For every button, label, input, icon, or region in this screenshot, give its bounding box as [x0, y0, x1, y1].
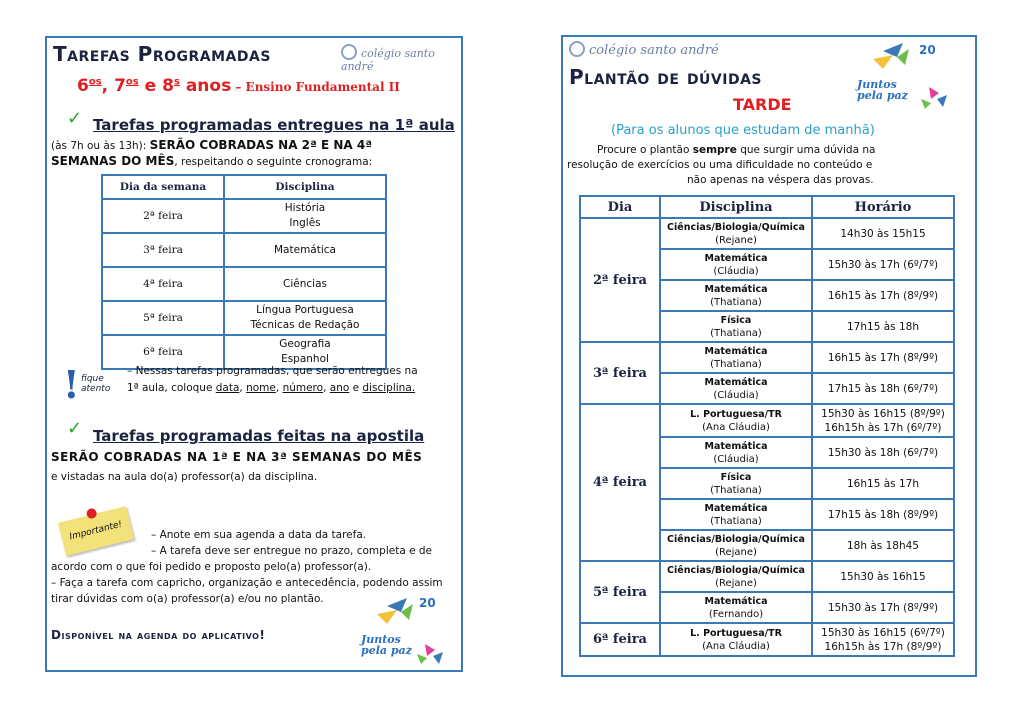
- day-cell: 4ª feira: [580, 404, 660, 561]
- teacher-name: (Thatiana): [710, 296, 762, 308]
- schedule-table: [101, 174, 387, 370]
- juntos-pela-paz-logo-right: [853, 41, 963, 117]
- jpp-line-1: Juntos: [361, 633, 401, 646]
- row-subject: [224, 267, 386, 301]
- time-line-1: 15h30 às 16h15: [840, 570, 926, 583]
- note-2-line-2: – A tarefa deve ser entregue no prazo, completa e de: [151, 545, 433, 557]
- teacher-name: (Ana Cláudia): [702, 640, 770, 652]
- row-subject: [224, 301, 386, 335]
- year-mark: 20: [419, 596, 436, 610]
- discipline-cell: [660, 530, 812, 561]
- time-cell: [812, 218, 954, 249]
- teacher-name: (Thatiana): [710, 358, 762, 370]
- note-2-line-1: – Anote em sua agenda a data da tarefa.: [151, 529, 367, 541]
- time-line-2: 16h15h às 17h (8º/9º): [824, 640, 942, 653]
- right-page: [561, 35, 977, 677]
- discipline-cell: [660, 437, 812, 468]
- day-cell: 5ª feira: [580, 561, 660, 623]
- time-cell: [812, 249, 954, 280]
- intro-1: Procure o plantão sempre que surgir uma dúvida na: [597, 144, 876, 156]
- teacher-name: (Cláudia): [713, 389, 759, 401]
- table-row: [102, 233, 386, 267]
- time-cell: [812, 342, 954, 373]
- fique-text: fique: [81, 374, 104, 384]
- time-cell: [812, 311, 954, 342]
- time-line-1: 14h30 às 15h15: [840, 227, 926, 240]
- teacher-name: (Rejane): [715, 546, 757, 558]
- jpp-line-2: pela paz: [361, 644, 412, 657]
- header-day: Dia da semana: [102, 175, 224, 199]
- day-cell: 6ª feira: [580, 623, 660, 656]
- plantao-row: [580, 561, 954, 592]
- logo-icon-right: [569, 41, 585, 57]
- school-logo-right: [569, 41, 719, 58]
- page-title: Tarefas Programadas: [53, 42, 271, 66]
- fique-atento-icon: ! fique atento: [63, 362, 111, 407]
- plantao-table: [579, 195, 955, 657]
- subject-line-1: Ciências: [283, 277, 327, 290]
- grades-heading: $6^{os}$, $7^{os}$ e 8$^s$ anos – Ensino Fundamental II: [77, 76, 400, 96]
- subject-line-1: Matemática: [274, 243, 336, 256]
- time-line-1: 15h30 às 16h15 (8º/9º): [821, 407, 945, 420]
- jpp-line-1-right: Juntos: [857, 78, 897, 91]
- atento-text: atento: [81, 384, 111, 394]
- plantao-row: [580, 218, 954, 249]
- time-line-2: 16h15h às 17h (6º/7º): [824, 421, 942, 434]
- plantao-row: [580, 342, 954, 373]
- row-subject: [224, 233, 386, 267]
- time-line-1: 17h15 às 18h (8º/9º): [827, 508, 939, 521]
- discipline-name: Matemática: [704, 440, 768, 452]
- time-line-1: 16h15 às 17h (8º/9º): [827, 289, 939, 302]
- jpp-line-2-right: pela paz: [857, 89, 908, 102]
- subject-line-2: Técnicas de Redação: [250, 319, 360, 331]
- importante-text: Importante!: [68, 519, 124, 543]
- time-line-1: 18h às 18h45: [847, 539, 919, 552]
- discipline-cell: [660, 561, 812, 592]
- time-cell: [812, 530, 954, 561]
- discipline-cell: [660, 249, 812, 280]
- section-2-heading: Tarefas programadas feitas na apostila: [93, 427, 425, 445]
- logo-text: colégio santo andré: [341, 47, 435, 73]
- juntos-pela-paz-logo: [357, 594, 457, 670]
- time-cell: [812, 499, 954, 530]
- discipline-cell: [660, 280, 812, 311]
- discipline-cell: [660, 373, 812, 404]
- time-line-1: 17h15 às 18h (6º/7º): [827, 382, 939, 395]
- discipline-cell: [660, 499, 812, 530]
- discipline-cell: [660, 468, 812, 499]
- time-cell: [812, 280, 954, 311]
- time-line-1: 17h15 às 18h: [847, 320, 919, 333]
- subject-line-1: História: [284, 202, 326, 214]
- teacher-name: (Rejane): [715, 234, 757, 246]
- day-cell: 3ª feira: [580, 342, 660, 404]
- teacher-name: (Rejane): [715, 577, 757, 589]
- intro-3: não apenas na véspera das provas.: [687, 174, 874, 186]
- plantao-title: Plantão de dúvidas: [569, 65, 763, 89]
- subject-line-1: Geografia: [279, 338, 331, 350]
- intro-line-1: (às 7h ou às 13h): SERÃO COBRADAS NA 2ª E NA 4ª: [51, 138, 372, 152]
- time-cell: [812, 623, 954, 656]
- time-cell: [812, 373, 954, 404]
- time-line-1: 15h30 às 17h (8º/9º): [827, 601, 939, 614]
- pin-icon: [86, 507, 98, 519]
- time-line-1: 15h30 às 17h (6º/7º): [827, 258, 939, 271]
- discipline-name: Matemática: [704, 502, 768, 514]
- teacher-name: (Fernando): [708, 608, 764, 620]
- row-day: 3ª feira: [102, 233, 224, 267]
- table-row: [102, 199, 386, 233]
- discipline-cell: [660, 342, 812, 373]
- header-disciplina: Disciplina: [660, 196, 812, 218]
- school-logo: [341, 44, 461, 73]
- subject-line-2: Inglês: [289, 217, 321, 229]
- check-icon-2: ✓: [67, 418, 83, 439]
- table-row: [102, 301, 386, 335]
- year-mark-right: 20: [919, 43, 936, 57]
- time-line-1: 16h15 às 17h (8º/9º): [827, 351, 939, 364]
- discipline-name: Ciências/Biologia/Química: [667, 533, 805, 545]
- day-cell: 2ª feira: [580, 218, 660, 342]
- discipline-cell: [660, 311, 812, 342]
- footer-text: Disponível na agenda do aplicativo!: [51, 628, 266, 642]
- time-line-1: 16h15 às 17h: [847, 477, 919, 490]
- row-subject: [224, 199, 386, 233]
- discipline-name: L. Portuguesa/TR: [690, 627, 782, 639]
- tarde-label: TARDE: [733, 95, 792, 114]
- header-horario: Horário: [812, 196, 954, 218]
- subject-line-2: Espanhol: [281, 353, 329, 365]
- discipline-name: L. Portuguesa/TR: [690, 408, 782, 420]
- subject-line-1: Língua Portuguesa: [256, 304, 354, 316]
- discipline-cell: [660, 623, 812, 656]
- table-row: [102, 267, 386, 301]
- header-subject: Disciplina: [224, 175, 386, 199]
- apostila-note: e vistadas na aula do(a) professor(a) da disciplina.: [51, 471, 318, 483]
- discipline-cell: [660, 592, 812, 623]
- discipline-name: Ciências/Biologia/Química: [667, 221, 805, 233]
- note-2-line-3: acordo com o que foi pedido e proposto pelo(a) professor(a).: [51, 561, 372, 573]
- intro-2: resolução de exercícios ou uma dificuldade no conteúdo e: [567, 159, 873, 171]
- teacher-name: (Thatiana): [710, 515, 762, 527]
- subtitle: (Para os alunos que estudam de manhã): [611, 123, 875, 138]
- teacher-name: (Thatiana): [710, 327, 762, 339]
- discipline-name: Ciências/Biologia/Química: [667, 564, 805, 576]
- left-page: [45, 36, 463, 672]
- discipline-name: Física: [720, 314, 752, 326]
- row-day: 2ª feira: [102, 199, 224, 233]
- discipline-name: Matemática: [704, 345, 768, 357]
- teacher-name: (Thatiana): [710, 484, 762, 496]
- discipline-name: Matemática: [704, 595, 768, 607]
- discipline-name: Matemática: [704, 283, 768, 295]
- check-icon: ✓: [67, 108, 83, 129]
- header-dia: Dia: [580, 196, 660, 218]
- note-1-line-1: – Nessas tarefas programadas, que serão entregues na: [127, 365, 418, 377]
- plantao-row: [580, 404, 954, 437]
- time-cell: [812, 592, 954, 623]
- dove-icon: [357, 594, 457, 670]
- logo-text-right: colégio santo andré: [589, 43, 719, 58]
- teacher-name: (Cláudia): [713, 453, 759, 465]
- time-cell: [812, 437, 954, 468]
- plantao-row: [580, 623, 954, 656]
- time-cell: [812, 404, 954, 437]
- time-cell: [812, 561, 954, 592]
- note-2-line-5: tirar dúvidas com o(a) professor(a) e/ou no plantão.: [51, 593, 324, 605]
- row-day: 6ª feira: [102, 335, 224, 369]
- importante-sticky-icon: [58, 506, 134, 556]
- discipline-name: Matemática: [704, 376, 768, 388]
- time-cell: [812, 468, 954, 499]
- teacher-name: (Ana Cláudia): [702, 421, 770, 433]
- row-day: 4ª feira: [102, 267, 224, 301]
- time-line-1: 15h30 às 18h (6º/7º): [827, 446, 939, 459]
- discipline-name: Física: [720, 471, 752, 483]
- time-line-1: 15h30 às 16h15 (6º/7º): [821, 626, 945, 639]
- logo-icon: [341, 44, 357, 60]
- note-1-line-2: 1ª aula, coloque data, nome, número, ano e disciplina.: [127, 382, 416, 394]
- apostila-line: SERÃO COBRADAS NA 1ª E NA 3ª SEMANAS DO MÊS: [51, 450, 423, 464]
- discipline-name: Matemática: [704, 252, 768, 264]
- row-day: 5ª feira: [102, 301, 224, 335]
- intro-line-2: SEMANAS DO MÊS, respeitando o seguinte cronograma:: [51, 154, 373, 168]
- section-1-heading: Tarefas programadas entregues na 1ª aula: [93, 116, 455, 134]
- discipline-cell: [660, 218, 812, 249]
- note-2-line-4: – Faça a tarefa com capricho, organização e antecedência, podendo assim: [51, 577, 443, 589]
- discipline-cell: [660, 404, 812, 437]
- teacher-name: (Cláudia): [713, 265, 759, 277]
